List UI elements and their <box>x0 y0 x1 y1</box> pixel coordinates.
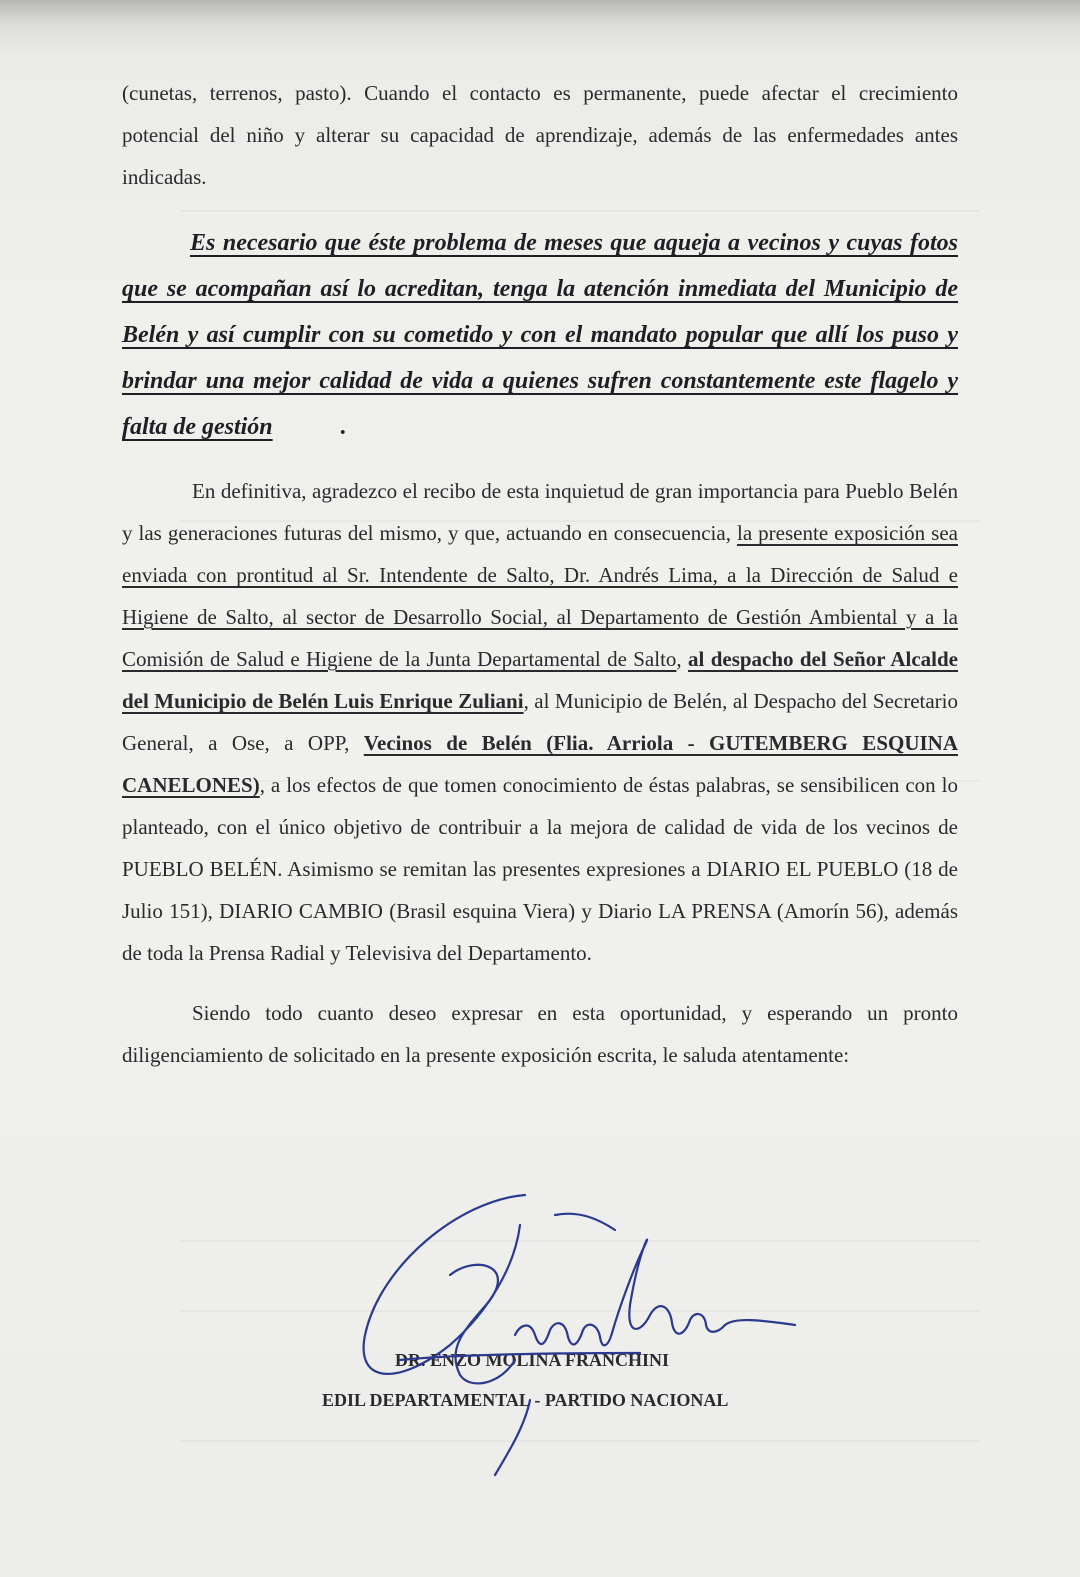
document-body <box>122 72 958 1076</box>
paragraph-4-closing: Siendo todo cuanto deseo expresar en esta oportunidad, y esperando un pronto diligenciamiento de solicitado en la presente exposición escrita, le saluda atentamente: <box>122 1001 958 1067</box>
recipients-underlined: la presente exposición sea enviada con prontitud al Sr. Intendente de Salto, Dr. Andrés Lima, a la Dirección de Salud e Higiene de Salto, al sector de Desarrollo Social, al Departamento de Gestión Ambiental y a la Comisión de Salud e Higiene de la Junta Departamental de Salto <box>122 521 958 671</box>
vecinos-recipient: Vecinos de Belén (Flia. Arriola - GUTEMBERG ESQUINA CANELONES) <box>122 731 958 797</box>
paragraph-3-seg3: , <box>676 647 689 671</box>
paragraph-2-text: Es necesario que éste problema de meses que aqueja a vecinos y cuyas fotos que se acompañan así lo acreditan, tenga la atención inmediata del Municipio de Belén y así cumplir con su cometido y con el mandato popular que allí los puso y brindar una mejor calidad de vida a quienes sufren constantemente este flagelo y falta de gestión <box>122 230 958 440</box>
paragraph-3 <box>122 470 958 974</box>
signatory-name: DR. ENZO MOLINA FRANCHINI <box>395 1350 670 1370</box>
paragraph-3-seg1: En definitiva, agradezco el recibo de esta inquietud de gran importancia para Pueblo Belén y las generaciones futuras del mismo, y que, actuando en consecuencia, <box>122 479 958 545</box>
handwritten-signature <box>340 1185 810 1485</box>
paragraph-3-seg7: , a los efectos de que tomen conocimiento de éstas palabras, se sensibilicen con lo planteado, con el único objetivo de contribuir a la mejora de calidad de vida de los vecinos de PUEBLO BELÉN. Asimismo se remitan las presentes expresiones a DIARIO EL PUEBLO (18 de Julio 151), DIARIO CAMBIO (Brasil esquina Viera) y Diario LA PRENSA (Amorín 56), además de toda la Prensa Radial y Televisiva del Departamento. <box>122 773 958 965</box>
signatory-title: EDIL DEPARTAMENTAL - PARTIDO NACIONAL <box>322 1390 729 1410</box>
alcalde-recipient: al despacho del Señor Alcalde del Municipio de Belén Luis Enrique Zuliani <box>122 647 959 713</box>
paragraph-3-seg5: , al Municipio de Belén, al Despacho del Secretario General, a Ose, a OPP, <box>122 689 959 755</box>
paragraph-1: (cunetas, terrenos, pasto). Cuando el contacto es permanente, puede afectar el crecimiento potencial del niño y alterar su capacidad de aprendizaje, además de las enfermedades antes indicadas. <box>122 81 958 189</box>
paragraph-2-emphasis <box>122 220 958 450</box>
paragraph-2-end: . <box>340 414 347 440</box>
